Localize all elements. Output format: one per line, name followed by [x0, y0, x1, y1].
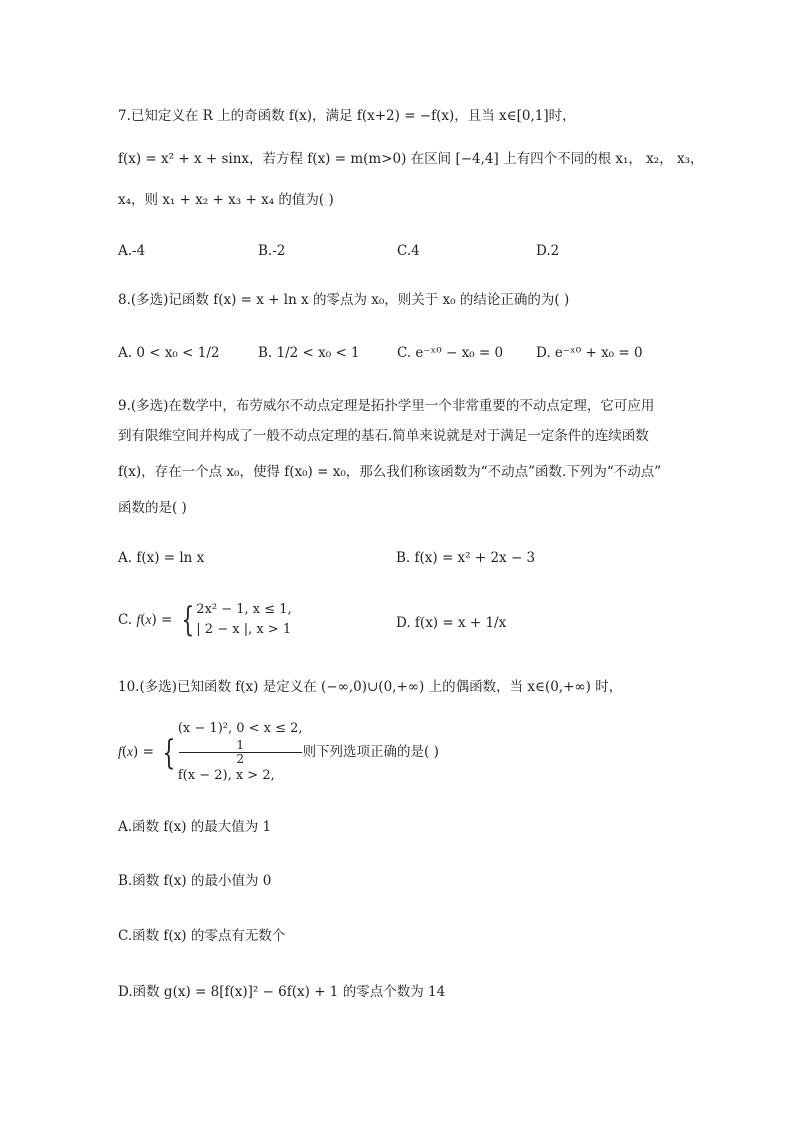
q10-option-a: A.函数 f(x) 的最大值为 1	[118, 819, 272, 835]
q10-tail: 则下列选项正确的是( )	[302, 744, 439, 760]
q10-piecewise	[118, 719, 439, 786]
q7-option-d: D.2	[536, 243, 560, 259]
q9-option-c-case-2: | 2 − x |, x > 1	[196, 622, 292, 637]
q10-case-2-row	[178, 739, 303, 786]
q7-line-1: 7.已知定义在 R 上的奇函数 f(x)，满足 f(x+2) = −f(x)，且当 x∈[0,1]时，	[118, 108, 576, 124]
q8-option-b: B. 1/2 < x₀ < 1	[258, 345, 360, 361]
q10-piecewise-brace: {	[162, 732, 176, 773]
q7-option-c: C.4	[397, 243, 420, 259]
q10-option-b: B.函数 f(x) 的最小值为 0	[118, 873, 272, 889]
q9-option-c-cases	[196, 600, 291, 640]
q8-option-d: D. e⁻ˣ⁰ + x₀ = 0	[536, 345, 643, 361]
q8-option-a: A. 0 < x₀ < 1/2	[118, 345, 220, 361]
q10-option-c: C.函数 f(x) 的零点有无数个	[118, 928, 286, 944]
q10-case-1: (x − 1)², 0 < x ≤ 2,	[177, 721, 303, 736]
q9-option-d: D. f(x) = x + 1/x	[396, 615, 507, 631]
q9-line-3: f(x)，存在一个点 x₀，使得 f(x₀) = x₀，那么我们称该函数为“不动点”函数.下列为“不动点”	[118, 464, 662, 480]
q10-piecewise-label: f(x) =	[118, 744, 159, 760]
q10-piecewise-cases	[178, 719, 303, 786]
q9-option-c-case-1: 2x² − 1, x ≤ 1,	[196, 602, 292, 617]
q7-line-2: f(x) = x² + x + sinx，若方程 f(x) = m(m>0) 在区间 [−4,4] 上有四个不同的根 x₁， x₂， x₃，	[118, 151, 704, 167]
q7-line-3: x₄，则 x₁ + x₂ + x₃ + x₄ 的值为( )	[118, 192, 334, 208]
q10-stem: 10.(多选)已知函数 f(x) 是定义在 (−∞,0)∪(0,+∞) 上的偶函数，当 x∈(0,+∞) 时，	[118, 679, 623, 695]
q10-case-2-fraction: 1 2	[179, 739, 302, 766]
q9-line-1: 9.(多选)在数学中，布劳威尔不动点定理是拓扑学里一个非常重要的不动点定理，它可应用	[118, 398, 655, 414]
q8-stem: 8.(多选)记函数 f(x) = x + ln x 的零点为 x₀，则关于 x₀ 的结论正确的为( )	[118, 292, 570, 308]
q9-line-2: 到有限维空间并构成了一般不动点定理的基石.简单来说就是对于满足一定条件的连续函数	[118, 428, 649, 444]
q9-option-c	[118, 600, 292, 640]
q8-option-c: C. e⁻ˣ⁰ − x₀ = 0	[397, 345, 504, 361]
q9-option-a: A. f(x) = ln x	[118, 550, 205, 566]
q9-line-4: 函数的是( )	[118, 500, 187, 516]
q9-option-c-brace: {	[180, 600, 194, 640]
q7-option-b: B.-2	[258, 243, 286, 259]
q10-case-2: f(x − 2), x > 2,	[177, 768, 275, 783]
q9-option-c-label: C. f(x) =	[118, 611, 177, 628]
q7-option-a: A.-4	[118, 243, 146, 259]
q10-option-d: D.函数 g(x) = 8[f(x)]² − 6f(x) + 1 的零点个数为 14	[118, 984, 446, 1000]
q9-option-b: B. f(x) = x² + 2x − 3	[396, 550, 536, 566]
